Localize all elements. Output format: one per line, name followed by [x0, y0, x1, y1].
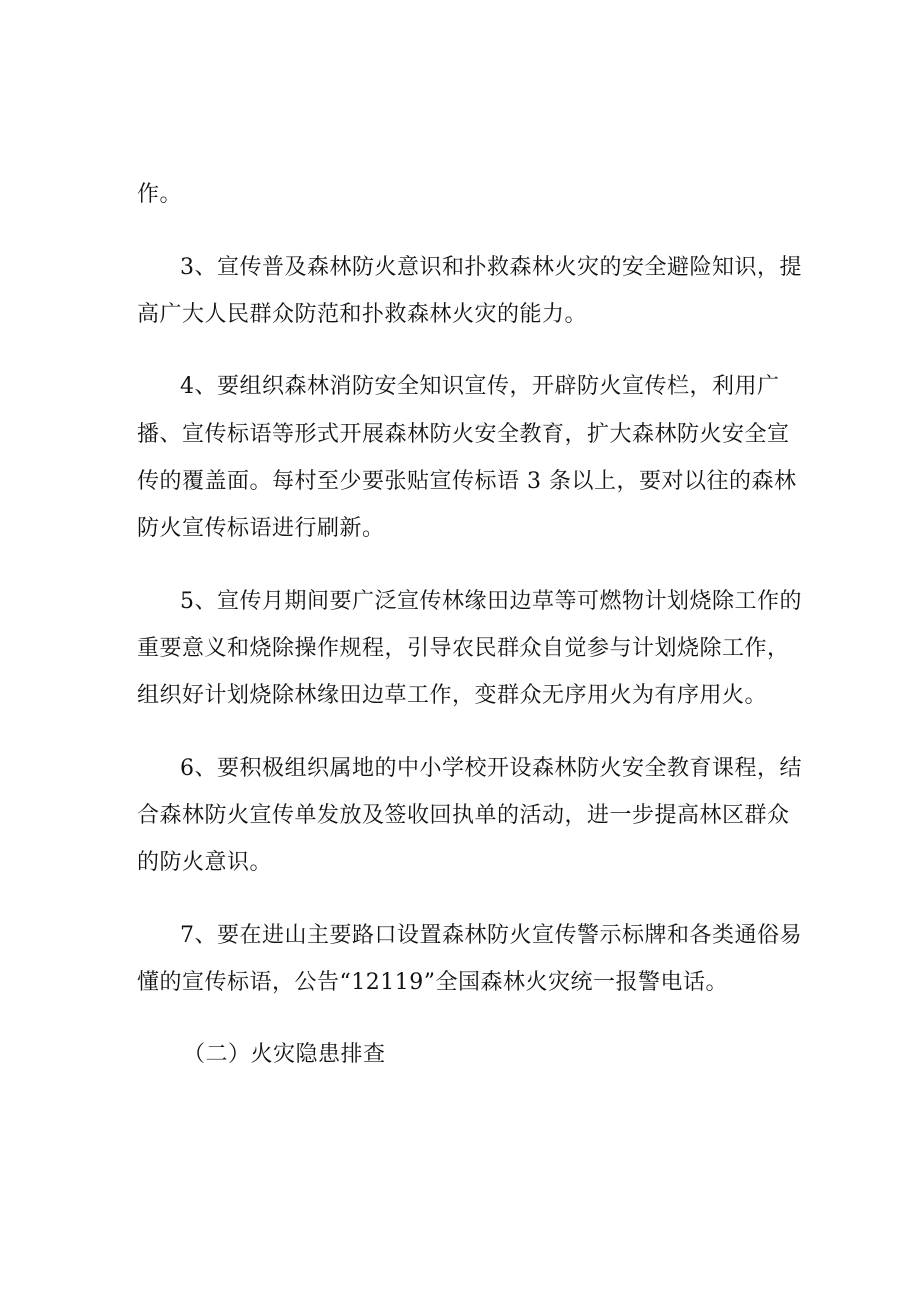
text-line: 7、要在进山主要路口设置森林防火宣传警示标牌和各类通俗易 [180, 923, 802, 948]
text-line: 高广大人民群众防范和扑救森林火灾的能力。 [137, 302, 588, 327]
text-line: 的防火意识。 [137, 850, 273, 875]
text-line: 重要意义和烧除操作规程，引导农民群众自觉参与计划烧除工作， [137, 636, 790, 661]
text-line: 防火宣传标语进行刷新。 [137, 516, 385, 541]
text-line: 传的覆盖面。每村至少要张贴宣传标语 3 条以上，要对以往的森林 [137, 469, 797, 494]
section-heading: （二）火灾隐患排查 [183, 1042, 386, 1067]
paragraph-continuation: 作。 [137, 182, 183, 207]
text-line: 6、要积极组织属地的中小学校开设森林防火安全教育课程，结 [180, 756, 802, 781]
text-line: 组织好计划烧除林缘田边草工作，变群众无序用火为有序用火。 [137, 683, 768, 708]
text-line: 5、宣传月期间要广泛宣传林缘田边草等可燃物计划烧除工作的 [180, 589, 802, 614]
text-line: 合森林防火宣传单发放及签收回执单的活动，进一步提高林区群众 [137, 803, 790, 828]
text-line: 4、要组织森林消防安全知识宣传，开辟防火宣传栏，利用广 [180, 374, 780, 399]
text-line: 懂的宣传标语，公告“12119”全国森林火灾统一报警电话。 [137, 970, 728, 995]
text-line: 3、宣传普及森林防火意识和扑救森林火灾的安全避险知识，提 [180, 255, 802, 280]
text-line: 播、宣传标语等形式开展森林防火安全教育，扩大森林防火安全宣 [137, 422, 790, 447]
